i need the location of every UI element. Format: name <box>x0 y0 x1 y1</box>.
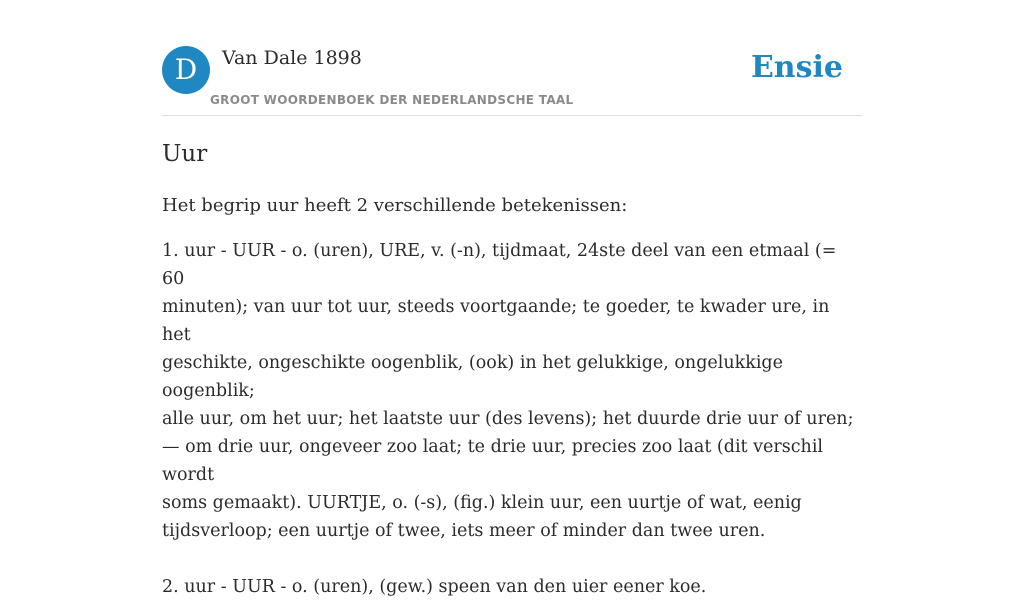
entry-headword: Uur <box>162 141 208 167</box>
entry-content <box>162 138 862 601</box>
dictionary-avatar[interactable]: D <box>162 46 210 94</box>
meaning-1: 1. uur - UUR - o. (uren), URE, v. (-n), tijdmaat, 24ste deel van een etmaal (= 60 minuten); van uur tot uur, steeds voortgaande; te goeder, te kwader ure, in het geschikte, ongeschikte oogenblik, (ook) in het gelukkige, ongelukkige oogenblik; alle uur, om het uur; het laatste uur (des levens); het duurde drie uur of uren; — om drie uur, ongeveer zoo laat; te drie uur, precies zoo laat (dit verschil wordt soms gemaakt). UURTJE, o. (-s), (fig.) klein uur, een uurtje of wat, eenig tijdsverloop; een uurtje of twee, iets meer of minder dan twee uren. <box>162 241 854 541</box>
dictionary-header <box>162 46 862 116</box>
dictionary-name-link[interactable]: Van Dale 1898 <box>222 47 362 69</box>
brand-logo-link[interactable]: Ensie <box>750 50 843 85</box>
header-divider <box>162 115 862 116</box>
meaning-2: 2. uur - UUR - o. (uren), (gew.) speen van den uier eener koe. <box>162 577 707 597</box>
dictionary-subtitle: GROOT WOORDENBOEK DER NEDERLANDSCHE TAAL <box>210 93 574 107</box>
entry-intro: Het begrip uur heeft 2 verschillende betekenissen: <box>162 195 628 216</box>
